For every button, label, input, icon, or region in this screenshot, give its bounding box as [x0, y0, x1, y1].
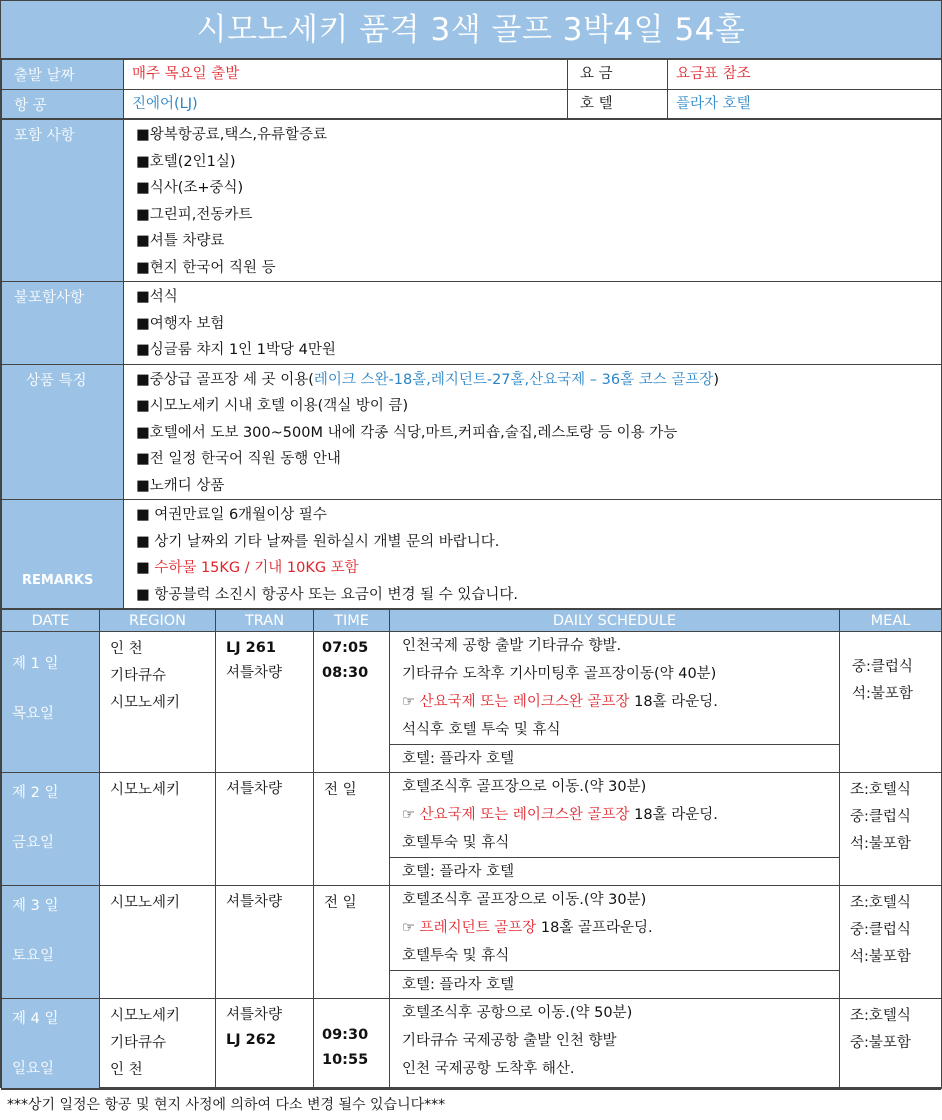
tran-cell: 셔틀차량	[216, 886, 314, 999]
golf-course: 프레지던트 골프장	[419, 920, 537, 936]
features-label: 상품 특징	[2, 364, 124, 500]
included-item: ■그린피,전동카트	[136, 206, 253, 223]
meal-line: 조:호텔식	[850, 1008, 911, 1024]
remark-bullet: ■	[136, 560, 155, 576]
remark-item: ■ 여권만료일 6개월이상 필수	[136, 507, 327, 523]
day-weekday: 토요일	[12, 948, 55, 964]
day-number: 제 2 일	[12, 785, 59, 801]
feature-item: ■전 일정 한국어 직원 동행 안내	[136, 451, 341, 467]
golf-course: 산요국제 또는 레이크스완 골프장	[419, 807, 630, 823]
region-cell: 시모노세키	[100, 886, 216, 999]
time-cell: 전 일	[314, 773, 390, 886]
included-item: ■현지 한국어 직원 등	[136, 259, 276, 276]
schedule-cell	[390, 886, 840, 999]
header-schedule: DAILY SCHEDULE	[390, 610, 840, 632]
remark-baggage: 수하물 15KG / 기내 10KG 포함	[154, 560, 359, 576]
included-list	[124, 120, 942, 282]
departure-value: 매주 목요일 출발	[124, 60, 568, 90]
feature-courses: 레이크 스완-18홀,레지던트-27홀,산요국제 – 36홀 코스 골프장	[313, 371, 714, 388]
day-cell	[2, 632, 100, 773]
hotel-label: 호 텔	[568, 90, 668, 119]
time-line: 10:55	[322, 1052, 369, 1068]
schedule-line: 호텔조식후 골프장으로 이동.(약 30분)	[402, 779, 647, 795]
region-line: 기타큐슈	[110, 668, 167, 684]
footer-note: ***상기 일정은 항공 및 현지 사정에 의하여 다소 변경 될수 있습니다***	[1, 1089, 941, 1119]
day-number: 제 3 일	[12, 898, 59, 914]
schedule-tail: 18홀 라운딩.	[629, 694, 718, 710]
remarks-list	[124, 500, 942, 609]
schedule-line: 기타큐슈 도착후 기사미팅후 골프장이동(약 40분)	[402, 666, 717, 682]
meal-line: 중:불포함	[850, 1035, 911, 1051]
feature-item: ■시모노세키 시내 호텔 이용(객실 방이 큼)	[136, 398, 409, 414]
schedule-line: 호텔투숙 및 휴식	[402, 835, 510, 851]
price-value: 요금표 참조	[668, 60, 942, 90]
time-line: 09:30	[322, 1027, 369, 1043]
day-row	[2, 632, 942, 773]
day-weekday: 목요일	[12, 706, 55, 722]
meal-line: 중:클럽식	[852, 659, 913, 675]
price-label: 요 금	[568, 60, 668, 90]
day-row	[2, 773, 942, 886]
departure-label: 출발 날짜	[2, 60, 124, 90]
header-time: TIME	[314, 610, 390, 632]
pointer-icon: ☞	[402, 694, 420, 710]
schedule-line: 기타큐슈 국제공항 출발 인천 향발	[402, 1033, 617, 1049]
meal-line: 석:불포함	[850, 949, 911, 965]
included-item: ■식사(조+중식)	[136, 180, 244, 196]
day-row	[2, 999, 942, 1089]
pointer-icon: ☞	[402, 807, 420, 823]
pointer-icon: ☞	[402, 920, 420, 936]
region-cell: 시모노세키	[100, 773, 216, 886]
day-cell	[2, 773, 100, 886]
schedule-cell	[390, 773, 840, 886]
tran-line: 셔틀차량	[226, 665, 283, 681]
header-region: REGION	[100, 610, 216, 632]
schedule-line	[390, 801, 839, 829]
region-cell	[100, 632, 216, 773]
time-line: 08:30	[322, 665, 369, 681]
page-title: 시모노세키 품격 3색 골프 3박4일 54홀	[1, 1, 941, 59]
schedule-cell	[390, 632, 840, 773]
schedule-line: 호텔투숙 및 휴식	[402, 948, 510, 964]
remark-item: ■ 상기 날짜외 기타 날짜를 원하실시 개별 문의 바랍니다.	[136, 533, 500, 550]
meal-cell	[840, 773, 942, 886]
info-table	[1, 59, 942, 119]
feature-prefix: ■중상급 골프장 세 곳 이용(	[136, 371, 314, 388]
included-item: ■왕복항공료,택스,유류할증료	[136, 127, 328, 143]
included-label: 포함 사항	[2, 120, 124, 282]
meal-line: 조:호텔식	[850, 782, 911, 798]
time-line: 07:05	[322, 640, 369, 656]
meal-line: 중:클럽식	[850, 809, 911, 825]
schedule-tail: 18홀 골프라운딩.	[536, 920, 653, 936]
excluded-item: ■싱글룸 챠지 1인 1박당 4만원	[136, 342, 336, 358]
feature-item	[136, 367, 933, 394]
excluded-label: 불포함사항	[2, 282, 124, 365]
header-meal: MEAL	[840, 610, 942, 632]
day-number: 제 4 일	[12, 1011, 59, 1027]
details-table	[1, 119, 942, 609]
airline-value: 진에어(LJ)	[124, 90, 568, 119]
schedule-line	[390, 688, 839, 716]
airline-label: 항 공	[2, 90, 124, 119]
schedule-line: 석식후 호텔 투숙 및 휴식	[402, 722, 561, 738]
meal-line: 석:불포함	[850, 836, 911, 852]
schedule-line: 호텔조식후 골프장으로 이동.(약 30분)	[402, 892, 647, 908]
remark-item: ■ 항공블럭 소진시 항공사 또는 요금이 변경 될 수 있습니다.	[136, 586, 518, 603]
schedule-tail: 18홀 라운딩.	[629, 807, 718, 823]
hotel-line: 호텔: 플라자 호텔	[390, 857, 839, 885]
included-item: ■셔틀 차량료	[136, 233, 225, 249]
tran-cell	[216, 632, 314, 773]
meal-cell	[840, 632, 942, 773]
day-weekday: 금요일	[12, 835, 55, 851]
schedule-line	[390, 914, 839, 942]
excluded-list	[124, 282, 942, 365]
day-cell	[2, 886, 100, 999]
remarks-label: REMARKS	[2, 500, 124, 609]
day-weekday: 일요일	[12, 1061, 55, 1077]
region-line: 시모노세키	[110, 1008, 181, 1024]
schedule-cell	[390, 999, 840, 1089]
schedule-line: 인천국제 공항 출발 기타큐슈 향발.	[402, 638, 622, 654]
header-date: DATE	[2, 610, 100, 632]
excluded-item: ■여행자 보험	[136, 315, 225, 332]
day-cell	[2, 999, 100, 1089]
meal-line: 석:불포함	[852, 686, 913, 702]
remark-item	[136, 555, 933, 582]
flight-code: LJ 262	[226, 1032, 276, 1048]
tran-cell: 셔틀차량	[216, 773, 314, 886]
included-item: ■호텔(2인1실)	[136, 153, 236, 170]
header-tran: TRAN	[216, 610, 314, 632]
region-line: 인 천	[110, 1062, 143, 1078]
meal-line: 중:클럽식	[850, 922, 911, 938]
time-cell	[314, 632, 390, 773]
hotel-value: 플라자 호텔	[668, 90, 942, 119]
feature-item: ■호텔에서 도보 300~500M 내에 각종 식당,마트,커피숍,술집,레스토랑 등 이용 가능	[136, 424, 678, 441]
meal-cell	[840, 999, 942, 1089]
schedule-line: 호텔조식후 공항으로 이동.(약 50분)	[402, 1005, 633, 1021]
feature-suffix: )	[713, 371, 720, 388]
region-line: 인 천	[110, 641, 143, 657]
day-number: 제 1 일	[12, 656, 59, 672]
hotel-line: 호텔: 플라자 호텔	[390, 744, 839, 772]
meal-cell	[840, 886, 942, 999]
schedule-line: 인천 국제공항 도착후 해산.	[402, 1061, 575, 1077]
region-line: 시모노세키	[110, 695, 181, 711]
time-cell: 전 일	[314, 886, 390, 999]
tran-cell	[216, 999, 314, 1089]
excluded-item: ■석식	[136, 289, 178, 305]
day-row	[2, 886, 942, 999]
time-cell	[314, 999, 390, 1089]
hotel-line: 호텔: 플라자 호텔	[390, 970, 839, 998]
region-line: 기타큐슈	[110, 1035, 167, 1051]
feature-item: ■노캐디 상품	[136, 477, 225, 494]
schedule-table	[1, 609, 942, 1089]
golf-course: 산요국제 또는 레이크스완 골프장	[419, 694, 630, 710]
tran-line: 셔틀차량	[226, 1007, 283, 1023]
meal-line: 조:호텔식	[850, 895, 911, 911]
region-cell	[100, 999, 216, 1089]
flight-code: LJ 261	[226, 640, 276, 656]
features-list	[124, 364, 942, 500]
